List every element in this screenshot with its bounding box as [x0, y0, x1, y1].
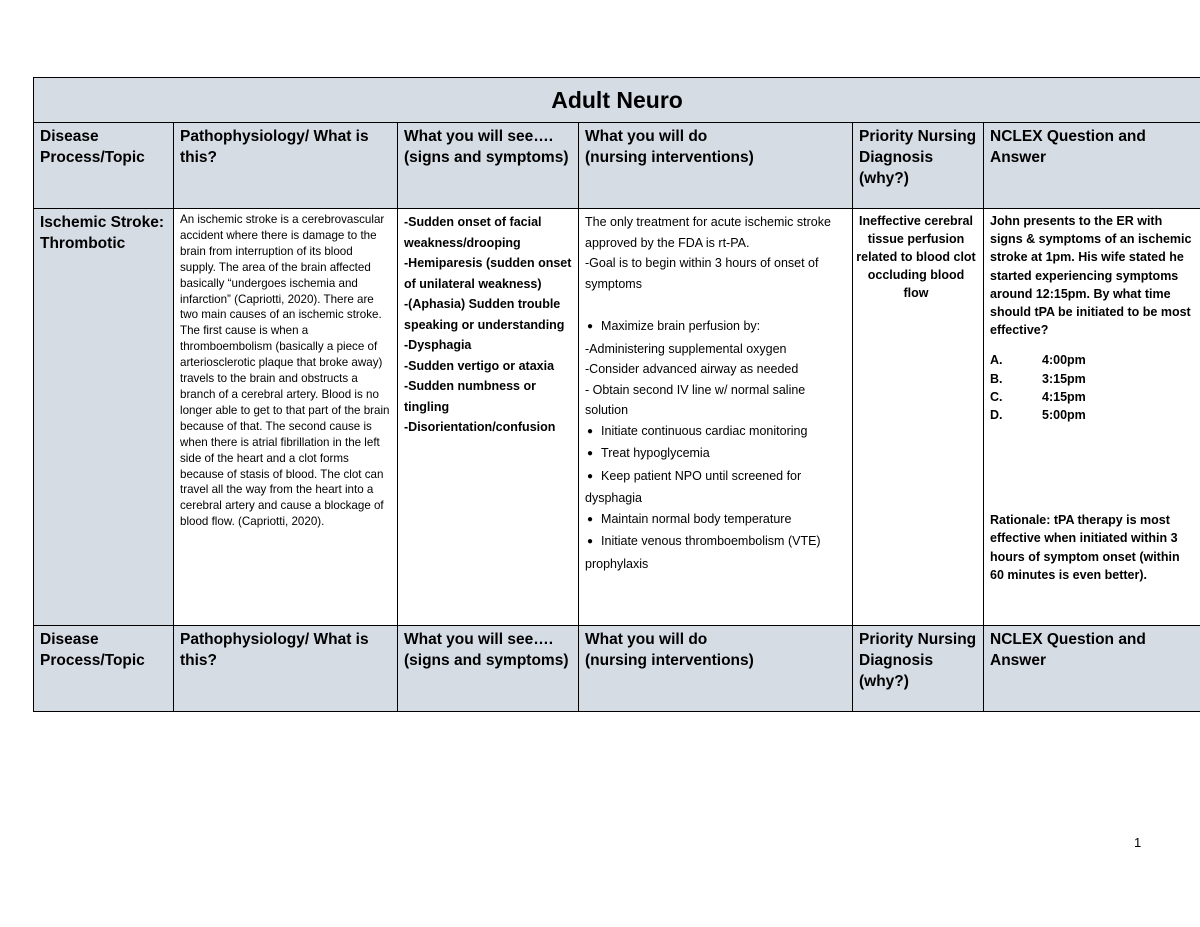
intervention-sub: - Obtain second IV line w/ normal saline solution [585, 382, 806, 417]
sign-item: -Sudden numbness or tingling [404, 379, 536, 414]
header-signs-line1: What you will see…. [404, 128, 553, 145]
intervention-bullet: ● Keep patient NPO until screened for dysphagia [585, 466, 846, 509]
header-diagnosis: Priority Nursing Diagnosis (why?) [853, 626, 984, 712]
table-title: Adult Neuro [34, 78, 1200, 123]
header-nclex: NCLEX Question and Answer [984, 626, 1200, 712]
header-signs [398, 123, 579, 209]
header-topic: Disease Process/Topic [34, 626, 174, 712]
pathophysiology-cell: An ischemic stroke is a cerebrovascular accident where there is damage to the brain from interruption of its blood supply. The area of the brain affected basically “undergoes ischemia and infarction” (Capriotti, 2020). There are two main causes of an ischemic stroke. The first cause is when a thromboembolism (basically a piece of arteriosclerotic plaque that broke away) travels to the brain and obstructs a branch of a cerebral artery. Blood is no longer able to get to that part of the brain because of that. The second cause is when there is atrial fibrillation in the left side of the heart and a clot forms because of stasis of blood. The clot can travel all the way from the heart into a cerebral artery and cause a blockage of blood flow. (Capriotti, 2020). [174, 209, 398, 626]
header-diagnosis: Priority Nursing Diagnosis (why?) [853, 123, 984, 209]
header-signs-line2: (signs and symptoms) [404, 149, 569, 166]
header-signs-line1: What you will see…. [404, 631, 553, 648]
nclex-option: B. 3:15pm [990, 371, 1086, 386]
sign-item: -Disorientation/confusion [404, 420, 556, 434]
header-interventions [579, 123, 853, 209]
header-signs-line2: (signs and symptoms) [404, 652, 569, 669]
topic-cell: Ischemic Stroke: Thrombotic [34, 209, 174, 626]
header-interventions-line2: (nursing interventions) [585, 149, 754, 166]
intervention-bullet: ● Maximize brain perfusion by: [585, 316, 846, 339]
nclex-options [990, 351, 1194, 424]
interventions-cell [579, 209, 853, 626]
nclex-option: D. 5:00pm [990, 408, 1086, 423]
intervention-bullet: ● Initiate venous thromboembolism (VTE) prophylaxis [585, 531, 846, 574]
header-pathophysiology: Pathophysiology/ What is this? [174, 123, 398, 209]
intervention-sub: -Consider advanced airway as needed [585, 362, 799, 376]
header-interventions-line2: (nursing interventions) [585, 652, 754, 669]
nclex-option: C. 4:15pm [990, 389, 1086, 404]
sign-item: -Dysphagia [404, 338, 472, 352]
adult-neuro-table [33, 77, 1200, 712]
nclex-option: A. 4:00pm [990, 353, 1086, 368]
table-row [34, 209, 1200, 626]
diagnosis-cell: Ineffective cerebral tissue perfusion related to blood clot occluding blood flow [853, 209, 984, 626]
sign-item: -Hemiparesis (sudden onset of unilateral weakness) [404, 256, 572, 291]
nclex-question: John presents to the ER with signs & symptoms of an ischemic stroke at 1pm. His wife stated he started experiencing symptoms around 12:15pm. By what time should tPA be initiated to be most effective? [990, 214, 1192, 338]
intervention-goal: -Goal is to begin within 3 hours of onset of symptoms [585, 256, 819, 291]
header-interventions-line1: What you will do [585, 631, 708, 648]
header-row [34, 123, 1200, 209]
sign-item: -Sudden vertigo or ataxia [404, 358, 555, 373]
sign-item: -(Aphasia) Sudden trouble speaking or understanding [404, 297, 565, 332]
intervention-bullet: ● Initiate continuous cardiac monitoring [585, 421, 846, 444]
header-nclex: NCLEX Question and Answer [984, 123, 1200, 209]
intervention-bullet: ● Treat hypoglycemia [585, 443, 846, 466]
intervention-intro: The only treatment for acute ischemic stroke approved by the FDA is rt-PA. [585, 215, 831, 250]
header-signs [398, 626, 579, 712]
header-interventions-line1: What you will do [585, 128, 708, 145]
nclex-cell [984, 209, 1200, 626]
header-topic: Disease Process/Topic [34, 123, 174, 209]
intervention-sub: -Administering supplemental oxygen [585, 341, 787, 356]
page-number: 1 [1134, 835, 1142, 850]
intervention-bullet: ● Maintain normal body temperature [585, 509, 846, 532]
header-pathophysiology: Pathophysiology/ What is this? [174, 626, 398, 712]
header-row-repeat [34, 626, 1200, 712]
sign-item: -Sudden onset of facial weakness/drooping [404, 215, 542, 250]
nclex-rationale: Rationale: tPA therapy is most effective when initiated within 3 hours of symptom onset (within 60 minutes is even better). [990, 513, 1180, 582]
signs-cell [398, 209, 579, 626]
header-interventions [579, 626, 853, 712]
